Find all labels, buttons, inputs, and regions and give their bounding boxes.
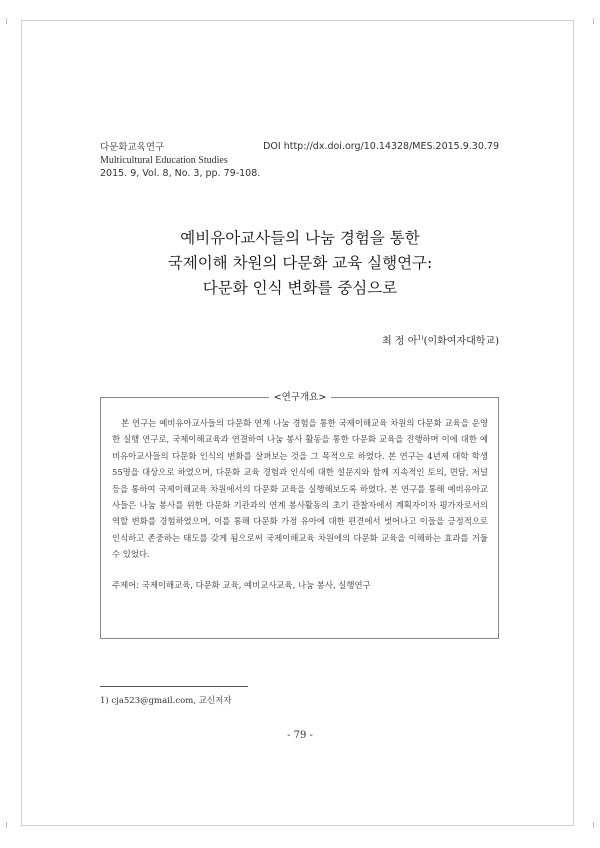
journal-issue: 2015. 9, Vol. 8, No. 3, pp. 79-108. bbox=[100, 168, 261, 179]
doi: DOI http://dx.doi.org/10.14328/MES.2015.9.30.79 bbox=[263, 141, 499, 152]
title-line: 예비유아교사들의 나눔 경험을 통한 bbox=[180, 229, 420, 247]
journal-info bbox=[100, 141, 260, 180]
title-line: 다문화 인식 변화를 중심으로 bbox=[202, 279, 398, 297]
crop-mark bbox=[593, 18, 600, 24]
footnote-rule bbox=[100, 686, 248, 687]
abstract-label: <연구개요> bbox=[0, 389, 600, 403]
crop-mark bbox=[593, 822, 600, 828]
abstract-text: 본 연구는 예비유아교사들의 다문화 연계 나눔 경험을 통한 국제이해교육 차원의 다문화 교육을 운영한 실행 연구로, 국제이해교육과 연결하여 나눔 봉사 활동을 통한 다문화 교육을 진행하며 이에 대한 예비유아교사들의 다문화 인식의 변화를 살펴보는 것을 그 목적으로 하였다. 본 연구는 4년제 대학 학생 55명을 대상으로 하였으며, 다문화 교육 경험과 인식에 대한 설문지와 함께 지속적인 토의, 면담, 저널 등을 통하여 국제이해교육 차원에서의 다문화 교육을 실행해보도록 하였다. 본 연구를 통해 예비유아교사들은 나눔 봉사를 위한 다문화 기관과의 연계 봉사활동의 초기 관찰자에서 계획자이자 평가자로서의 역할 변화를 경험하였으며, 이를 통해 다문화 가정 유아에 대한 편견에서 벗어나고 이들을 긍정적으로 인식하고 존중하는 태도를 갖게 됨으로써 국제이해교육 차원에의 다문화 교육을 이해하는 효과를 거둘 수 있었다. bbox=[112, 418, 488, 560]
footnote: 1) cja523@gmail.com, 교신저자 bbox=[100, 696, 232, 706]
keywords: 주제어: 국제이해교육, 다문화 교육, 예비교사교육, 나눔 봉사, 실행연구 bbox=[112, 580, 371, 590]
journal-name-en: Multicultural Education Studies bbox=[100, 155, 228, 166]
page-number: - 79 - bbox=[287, 730, 313, 741]
author-footnote-ref: 1) bbox=[417, 334, 424, 342]
author-name: 최 정 아 bbox=[382, 336, 418, 347]
author-affiliation: (이화여자대학교) bbox=[423, 336, 499, 347]
author-line bbox=[382, 332, 499, 347]
journal-name-ko: 다문화교육연구 bbox=[100, 142, 165, 153]
title-line: 국제이해 차원의 다문화 교육 실행연구: bbox=[167, 254, 433, 272]
crop-mark bbox=[0, 18, 7, 24]
crop-mark bbox=[0, 822, 7, 828]
paper-title bbox=[0, 226, 600, 301]
